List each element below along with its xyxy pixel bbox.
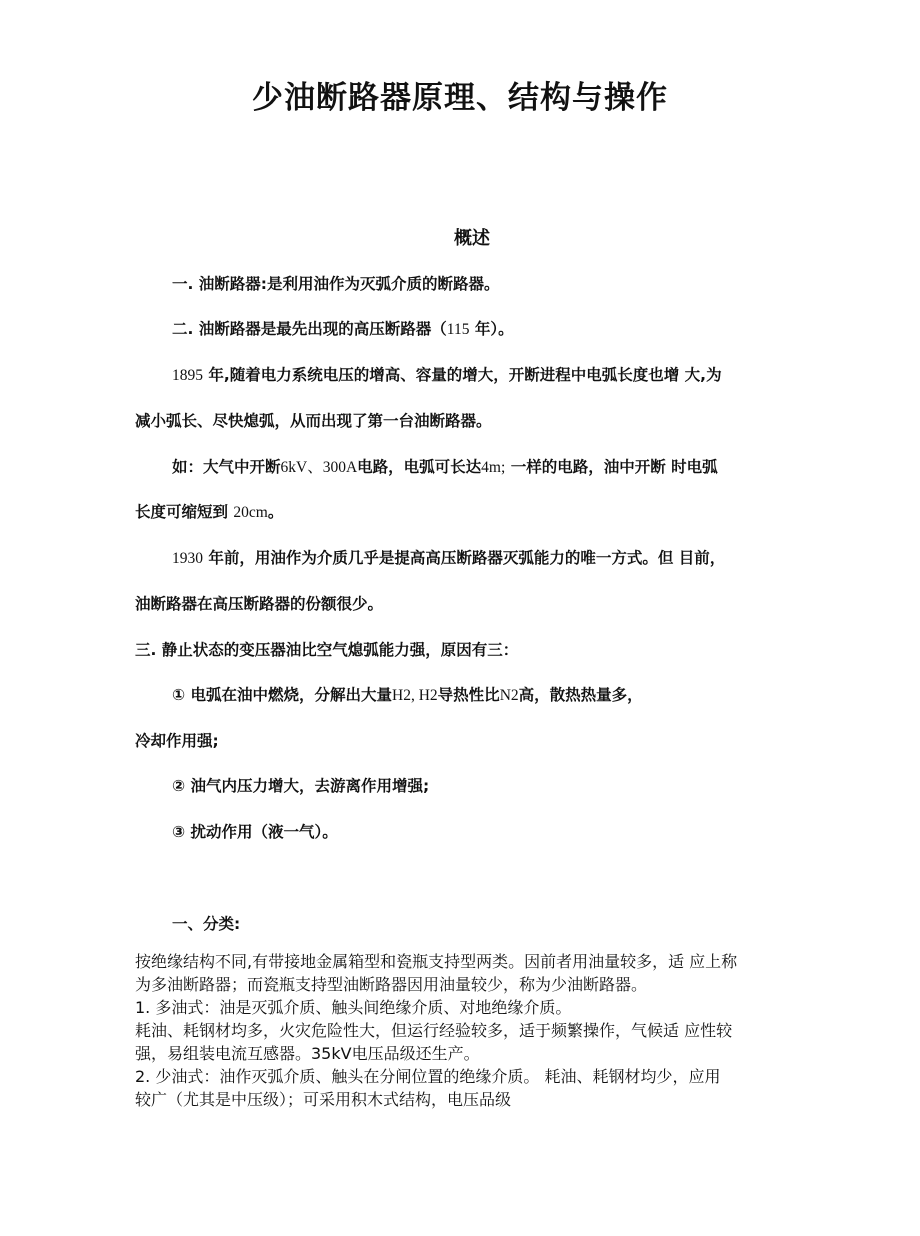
paragraph-2-line-2-c: 。 [267,503,284,521]
classification-line: 较广（尤其是中压级）；可采用积木式结构，电压品级 [135,1090,512,1109]
paragraph-2-part-d: 4m; [481,459,506,476]
reason-1-part-c: 导热性比 [437,686,500,704]
reason-2: ② 油气内压力增大，去游离作用增强; [172,777,430,795]
overview-item-2-num: 115 [446,321,470,338]
paragraph-2-line-1 [172,455,718,480]
reason-3: ③ 扰动作用（液一气）。 [172,823,338,841]
paragraph-2-line-2 [135,500,283,525]
paragraph-1-line-2: 减小弧长、尽快熄弧，从而出现了第一台油断路器。 [135,412,492,430]
paragraph-2-line-2-b: 20cm [233,504,268,521]
classification-line: 强，易组装电流互感器。35kV电压品级还生产。 [135,1044,480,1063]
paragraph-3-line-1 [172,546,725,571]
paragraph-2-part-a: 如：大气中开断 [172,458,281,476]
paragraph-1-year: 1895 [172,367,203,384]
reason-1-line-2: 冷却作用强; [135,732,219,750]
paragraph-2-line-2-a: 长度可缩短到 [135,503,234,521]
overview-item-2-pre: 二. 油断路器是最先出现的高压断路器（ [172,320,447,338]
paragraph-2-part-b: 6kV、300A [280,459,358,476]
page-title: 少油断路器原理、结构与操作 [252,80,668,116]
classification-heading: 一、分类: [172,915,241,933]
classification-line: 为多油断路器；而瓷瓶支持型油断路器因用油量较少，称为少油断路器。 [135,975,648,994]
overview-heading: 概述 [454,228,490,249]
paragraph-3-year: 1930 [172,550,203,567]
reason-1-part-d: N2 [499,687,519,704]
overview-item-1: 一. 油断路器:是利用油作为灭弧介质的断路器。 [172,275,500,293]
paragraph-1-text: 年,随着电力系统电压的增高、容量的增大，开断进程中电弧长度也增 大,为 [203,366,722,384]
overview-item-2-post: 年）。 [469,320,514,338]
reason-1-part-a: ① 电弧在油中燃烧，分解出大量 [172,686,393,704]
reason-1-part-b: H2, H2 [392,687,438,704]
classification-line: 耗油、耗钢材均多，火灾危险性大，但运行经验较多，适于频繁操作，气候适 应性较 [135,1021,733,1040]
classification-line: 2. 少油式：油作灭弧介质、触头在分闸位置的绝缘介质。 耗油、耗钢材均少，应用 [135,1067,721,1086]
overview-item-2 [172,317,514,342]
reason-1-part-e: 高，散热热量多， [518,686,643,704]
paragraph-3-line-2: 油断路器在高压断路器的份额很少。 [135,595,384,613]
classification-line: 按绝缘结构不同,有带接地金属箱型和瓷瓶支持型两类。因前者用油量较多，适 应上称 [135,952,738,971]
paragraph-2-part-e: 一样的电路，油中开断 时电弧 [505,458,718,476]
paragraph-1-line-1 [172,363,722,388]
overview-item-3: 三. 静止状态的变压器油比空气熄弧能力强，原因有三： [135,641,519,659]
paragraph-2-part-c: 电路，电弧可长达 [357,458,482,476]
reason-1-line-1 [172,683,643,708]
paragraph-3-text: 年前，用油作为介质几乎是提高高压断路器灭弧能力的唯一方式。但 目前， [203,549,726,567]
classification-line: 1. 多油式：油是灭弧介质、触头间绝缘介质、对地绝缘介质。 [135,998,572,1017]
